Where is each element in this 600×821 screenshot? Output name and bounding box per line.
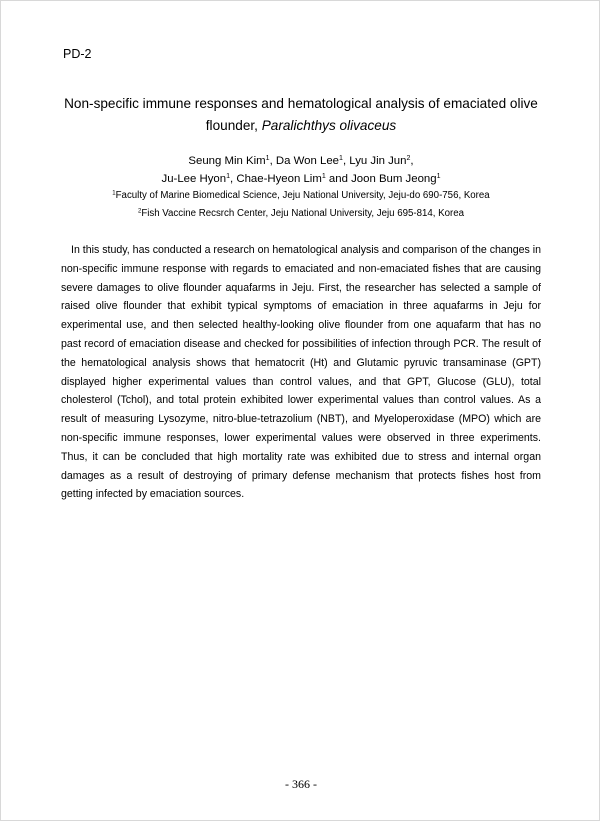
author-name: , Lyu Jin Jun xyxy=(342,155,407,167)
page-number: - 366 - xyxy=(285,777,317,791)
author-name: and Joon Bum Jeong xyxy=(325,173,437,185)
affiliation-mark: 1 xyxy=(112,190,116,197)
title-line-2 xyxy=(41,115,561,137)
author-name: , Da Won Lee xyxy=(269,155,340,167)
affiliation-list xyxy=(41,187,561,223)
author-separator: , xyxy=(410,155,414,167)
author-affiliation-mark: 1 xyxy=(265,155,270,163)
author-affiliation-mark: 1 xyxy=(339,155,343,163)
author-line-2 xyxy=(41,170,561,188)
author-affiliation-mark: 1 xyxy=(226,173,231,181)
abstract-body: In this study, has conducted a research on hematological analysis and comparison of the changes in non-specific immune response with regards to emaciated and non-emaciated fishes that are causing severe damages to olive flounder aquafarms in Jeju. First, the researcher has selected a sample of raised olive flounder that exhibit typical symptoms of emaciation in three aquafarms in Jeju for experimental use, and then selected healthy-looking olive flounder from one aquafarm that has no past record of emaciation disease and checked for possibilities of infection through PCR. The result of the hematological analysis shows that hematocrit (Ht) and Glutamic pyruvic transaminase (GPT) displayed higher experimental values than control values, and that GPT, Glucose (GLU), total cholesterol (Tchol), and total protein exhibited lower experimental values than control values. As a result of measuring Lysozyme, nitro-blue-tetrazolium (NBT), and Myeloperoxidase (MPO) which are non-specific immune responses, lower experimental values were observed in three experiments. Thus, it can be concluded that high mortality rate was exhibited due to stress and internal organ damages as a result of destroying of primary defense mechanism that protects fishes host from getting infected by emaciation sources. xyxy=(61,244,541,501)
author-list xyxy=(41,152,561,188)
species-name: Paralichthys olivaceus xyxy=(261,118,397,133)
author-affiliation-mark: 1 xyxy=(321,173,326,181)
author-affiliation-mark: 1 xyxy=(436,173,441,181)
title-line-1: Non-specific immune responses and hematological analysis of emaciated olive xyxy=(64,96,538,111)
presentation-code: PD-2 xyxy=(63,47,92,61)
affiliation-text: Faculty of Marine Biomedical Science, Jeju National University, Jeju-do 690-756, Korea xyxy=(115,190,490,201)
title-line-2-prefix: flounder, xyxy=(205,118,262,133)
paper-title xyxy=(41,93,561,137)
affiliation-mark: 2 xyxy=(137,208,142,215)
author-name: , Chae-Hyeon Lim xyxy=(230,173,322,185)
author-name: Seung Min Kim xyxy=(188,155,266,167)
author-name: Ju-Lee Hyon xyxy=(161,173,227,185)
affiliation-1 xyxy=(41,187,561,205)
affiliation-text: Fish Vaccine Recsrch Center, Jeju National University, Jeju 695-814, Korea xyxy=(141,208,465,219)
author-line-1 xyxy=(41,152,561,170)
affiliation-2 xyxy=(41,205,561,223)
author-affiliation-mark: 2 xyxy=(406,155,411,163)
